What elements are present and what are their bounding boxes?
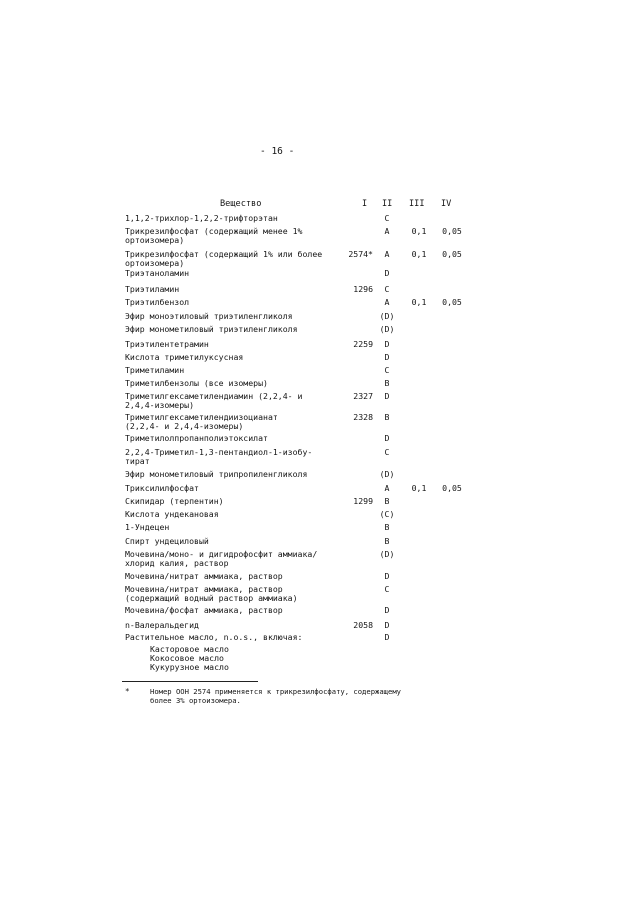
substance-name: Растительное масло, n.o.s., включая: [125,632,303,642]
category: D [384,352,390,362]
substance-name: 2,2,4-Триметил-1,3-пентандиол-1-изобу- тират [125,447,313,466]
substance-name: n-Валеральдегид [125,620,199,630]
substance-name: Эфир моноэтиловый триэтиленгликоля [125,311,293,321]
substance-name: Скипидар (терпентин) [125,496,224,506]
substance-name: Мочевина/нитрат аммиака, раствор (содержащий водный раствор аммиака) [125,584,298,603]
substance-name: Триметилбензолы (все изомеры) [125,378,268,388]
category: C [384,447,390,457]
substance-name: Мочевина/нитрат аммиака, раствор [125,571,283,581]
un-number: 1299 [353,496,373,506]
category: B [384,378,390,388]
category: B [384,536,390,546]
substance-name: Трикрезилфосфат (содержащий менее 1% ортоизомера) [125,226,303,245]
substance-name: Триэтилентетрамин [125,339,209,349]
value-col-4: 0,05 [442,249,462,259]
value-col-4: 0,05 [442,483,462,493]
substance-name: Триэтиламин [125,284,180,294]
category: (D) [379,324,395,334]
substance-name: Триэтилбензол [125,297,190,307]
footnote-divider [122,681,258,682]
category: A [384,483,390,493]
substance-name: Кислота триметилуксусная [125,352,244,362]
category: D [384,433,390,443]
un-number: 2328 [353,412,373,422]
value-col-4: 0,05 [442,297,462,307]
category: C [384,584,390,594]
substance-name: Спирт ундециловый [125,536,209,546]
un-number: 1296 [353,284,373,294]
value-col-3: 0,1 [411,249,427,259]
substance-name: Трикрезилфосфат (содержащий 1% или более ортоизомера) [125,249,323,268]
category: D [384,391,390,401]
substance-name: Триметиламин [125,365,185,375]
footnote-text: Номер ООН 2574 применяется к трикрезилфосфату, содержащему более 3% ортоизомера. [150,687,401,705]
substance-name: Триметилгексаметилендиизоцианат (2,2,4- и 2,4,4-изомеры) [125,412,278,431]
category: B [384,522,390,532]
substance-name: Мочевина/моно- и дигидрофосфит аммиака/ хлорид калия, раствор [125,549,318,568]
category: A [384,249,390,259]
value-col-3: 0,1 [411,483,427,493]
substance-name: Эфир монометиловый триэтиленгликоля [125,324,298,334]
substance-name: Триметилолпропанполиэтоксилат [125,433,268,443]
category: C [384,213,390,223]
category: D [384,339,390,349]
category: (D) [379,549,395,559]
substance-name: Триксилилфосфат [125,483,199,493]
subitem: Касторовое масло [150,644,229,654]
header-col-4: IV [441,199,452,209]
category: D [384,632,390,642]
un-number: 2058 [353,620,373,630]
substance-name: 1,1,2-трихлор-1,2,2-трифторэтан [125,213,278,223]
substance-name: Эфир монометиловый трипропиленгликоля [125,469,308,479]
un-number: 2574* [348,249,373,259]
value-col-3: 0,1 [411,226,427,236]
category: (C) [379,509,395,519]
value-col-4: 0,05 [442,226,462,236]
category: B [384,412,390,422]
header-col-3: III [409,199,425,209]
category: D [384,605,390,615]
header-col-2: II [382,199,393,209]
category: (D) [379,311,395,321]
category: D [384,620,390,630]
category: A [384,297,390,307]
substance-name: Триметилгексаметилендиамин (2,2,4- и 2,4,4-изомеры) [125,391,303,410]
subitem: Кокосовое масло [150,653,224,663]
category: D [384,268,390,278]
header-col-1: I [362,199,368,209]
page-number: - 16 - [260,146,295,157]
substance-name: 1-Ундецен [125,522,170,532]
substance-name: Мочевина/фосфат аммиака, раствор [125,605,283,615]
category: D [384,571,390,581]
substance-name: Триэтаноламин [125,268,190,278]
value-col-3: 0,1 [411,297,427,307]
category: (D) [379,469,395,479]
category: B [384,496,390,506]
header-substance: Вещество [220,199,262,209]
un-number: 2259 [353,339,373,349]
category: C [384,365,390,375]
category: C [384,284,390,294]
substance-name: Кислота ундекановая [125,509,219,519]
un-number: 2327 [353,391,373,401]
category: A [384,226,390,236]
footnote-mark: * [125,687,130,696]
subitem: Кукурузное масло [150,662,229,672]
